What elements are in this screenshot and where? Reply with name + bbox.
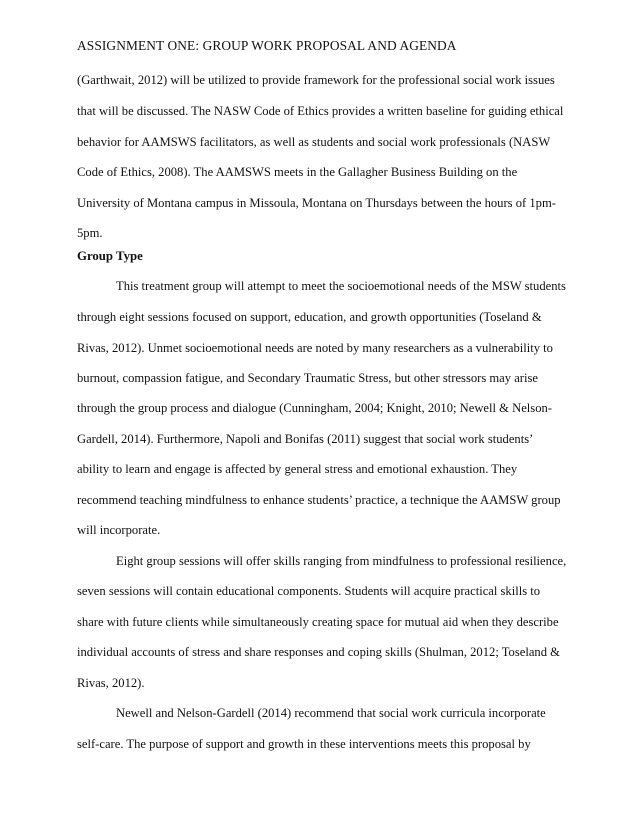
- text-line: individual accounts of stress and share responses and coping skills (Shulman, 2012; Toseland &: [77, 645, 560, 659]
- paragraph-first-line: This treatment group will attempt to meet the socioemotional needs of the MSW students: [116, 279, 566, 293]
- section-heading: Group Type: [77, 249, 143, 263]
- text-line: Rivas, 2012). Unmet socioemotional needs are noted by many researchers as a vulnerability to: [77, 341, 553, 355]
- paragraph-first-line: Eight group sessions will offer skills ranging from mindfulness to professional resilience,: [116, 554, 567, 568]
- text-line: 5pm.: [77, 226, 103, 240]
- text-line: seven sessions will contain educational components. Students will acquire practical skills to: [77, 584, 541, 598]
- text-line: that will be discussed. The NASW Code of Ethics provides a written baseline for guiding ethical: [77, 104, 564, 118]
- text-line: through the group process and dialogue (Cunningham, 2004; Knight, 2010; Newell & Nelson-: [77, 401, 552, 415]
- paragraph-first-line: Newell and Nelson-Gardell (2014) recommend that social work curricula incorporate: [116, 706, 546, 720]
- text-line: University of Montana campus in Missoula, Montana on Thursdays between the hours of 1pm-: [77, 196, 556, 210]
- text-line: Rivas, 2012).: [77, 676, 145, 690]
- text-line: recommend teaching mindfulness to enhance students’ practice, a technique the AAMSW group: [77, 493, 561, 507]
- text-line: through eight sessions focused on support, education, and growth opportunities (Toseland &: [77, 310, 542, 324]
- text-line: Code of Ethics, 2008). The AAMSWS meets in the Gallagher Business Building on the: [77, 165, 518, 179]
- text-line: (Garthwait, 2012) will be utilized to provide framework for the professional social work issues: [77, 73, 555, 87]
- running-header: ASSIGNMENT ONE: GROUP WORK PROPOSAL AND AGENDA: [77, 38, 457, 53]
- text-line: behavior for AAMSWS facilitators, as well as students and social work professionals (NASW: [77, 135, 551, 149]
- text-line: Gardell, 2014). Furthermore, Napoli and Bonifas (2011) suggest that social work students’: [77, 432, 534, 446]
- text-line: self-care. The purpose of support and growth in these interventions meets this proposal by: [77, 737, 531, 751]
- text-line: burnout, compassion fatigue, and Secondary Traumatic Stress, but other stressors may arise: [77, 371, 538, 385]
- text-line: will incorporate.: [77, 523, 161, 537]
- text-line: ability to learn and engage is affected by general stress and emotional exhaustion. They: [77, 462, 518, 476]
- text-line: share with future clients while simultaneously creating space for mutual aid when they describe: [77, 615, 559, 629]
